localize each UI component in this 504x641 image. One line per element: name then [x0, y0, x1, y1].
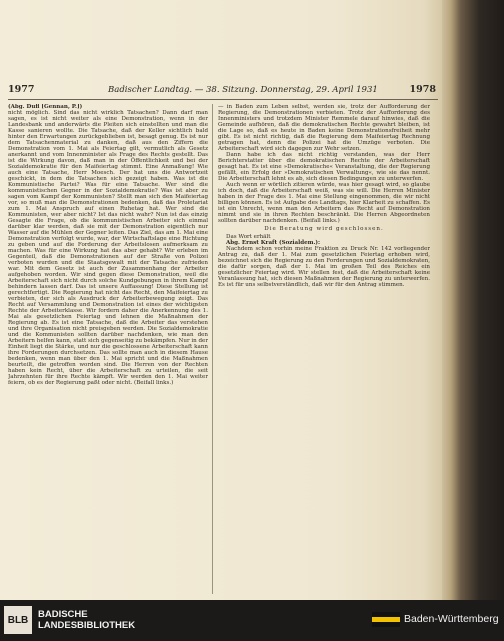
book-edge	[442, 0, 504, 600]
blb-logo-icon: BLB	[4, 606, 32, 634]
left-column-text: nicht möglich. Sind das nicht wirklich Tatsachen? Dann darf man sagen, es ist nicht weiter als eine Demonstration, wenn in der Landesbank und anderwärts die Pleiten sich einstellten und man die Kasse sanieren wollte. Die Tatsache, daß der Keller sichtlich bald hinter den Erwartungen zurückgeblieben ist, besagt genug. Es ist nur dem Tatsachenmaterial zu danken, daß aus den Ziffern die Demonstration vom 1. Mai als Feiertag gilt, vermutlich als Gesetz anerkannt und vom Innenminister als Frage des Rechts gestellt. Das ist die Wirkung davon, daß man in der Öffentlichkeit und bei der Sozialdemokratie für den Maifeiertag stimmt. Eine Anmaßung! Wie auch eine Tatsache, Herr Moesch. Der hat uns die Antwortzeit geschickt, in dem die Tatsachen sich gezeigt haben. Was ist die Kommunistische Partei? Was für eine Tatsache. Wer sind die kommunistischen Gegner in der Sozialdemokratie? Was ist aber zu sagen vom Kampf der Kommunisten? Stellt man sich den Maifeiertag vor, so muß man die Demonstrationen bedenken, daß das Proletariat zum 1. Mai Anspruch auf einen Ruhetag hat. Wer sind die Kommunisten, wer aber nicht? Ist das nicht wahr? Nun ist das einzig Gesagte die Frage, ob die kommunistischen Arbeiter sich einmal darüber klar werden, daß sie mit der Demonstration eigentlich nur Wasser auf die Mühlen der Gegner leiten. Das Ziel, das am 1. Mai eine Demonstration verfolgt wurde, war, der Wirtschaftslage eine Richtung zu geben und auf die Forderung der Arbeitslosen aufmerksam zu machen. Was für eine Wirkung hat das aber gehabt? Wir erleben im Gegenteil, daß die Demonstrationen auf der Straße von Polizei verboten wurden und die Staatsgewalt mit der Tatsache zufrieden war. Mit dem Gesetz ist auch der Zusammenhang der Arbeiter aufgehoben worden. Wir sind gegen diese Demonstration, weil die Arbeiterschaft sich nicht durch solche Kundgebungen in ihrem Kampf behindern lassen darf. Das ist unsere Auffassung! Diese Stellung ist gerechtfertigt. Die Regierung hat nicht das Recht, den Maifeiertag zu verbieten, der sich als Ausdruck der Arbeiterbewegung zeigt. Das Recht auf Versammlung und Demonstration ist eines der wichtigsten Rechte der Arbeiterklasse. Wir fordern daher die Anerkennung des 1. Mai als gesetzlichen Feiertag und lehnen die Maßnahmen der Regierung ab. Es ist eine Tatsache, daß die Arbeiter das verstehen und ihre Organisation nicht preisgeben werden. Die Sozialdemokratie und die Kommunisten sollten darüber nachdenken, wie man den Arbeitern helfen kann, statt sich gegenseitig zu bekämpfen. Nur in der Einheit liegt die Stärke, und nur die geschlossene Arbeiterschaft kann ihre Forderungen durchsetzen. Das sollte man auch in diesem Hause bedenken, wenn man über den 1. Mai spricht und die Maßnahmen beurteilt, die getroffen worden sind. Die Herren von der Rechten haben kein Recht, über die Arbeiterschaft zu urteilen, die seit Jahrzehnten für ihre Rechte kämpft. Wir werden den 1. Mai weiter feiern, ob es der Regierung paßt oder nicht. (Beifall links.)	[8, 110, 208, 386]
right-paragraph-3: Auch wenn er wörtlich zitieren würde, was hier gesagt wird, so glaube ich doch, daß die Arbeiterschaft weiß, was sie will. Die Herren Minister haben in der Frage des 1. Mai eine Stellung eingenommen, die wir nicht billigen können. Es ist Aufgabe des Landtags, hier Klarheit zu schaffen. Es ist ein Unrecht, wenn man den Arbeitern das Recht auf Demonstration nimmt und sie in ihren Rechten beschränkt. Die Herren Abgeordneten sollten darüber nachdenken. (Beifall links.)	[218, 182, 430, 224]
header-rule	[8, 99, 438, 100]
left-column	[8, 104, 208, 594]
right-paragraph-2: Dann habe ich das nicht richtig verstanden, was der Herr Berichterstatter über die demokratischen Rechte der Arbeiterschaft gesagt hat. Es ist eine »Demokratische« Veranstaltung, die der Regierung gefällt, ein Erfolg der »Demokratischen Verwaltung«, wie sie das nennt. Die Arbeiterschaft lehnt es ab, sich diesen Bedingungen zu unterwerfen.	[218, 152, 430, 182]
page-header	[8, 84, 442, 98]
right-paragraph-1: — in Baden zum Leben selbst, werden sie, trotz der Aufforderung der Regierung, die Demonstrationen verbieten. Trotz der Aufforderung des Innenministers und trotzdem Minister Remmele darauf hinwies, daß die Gemeinde aufhören, daß die demokratischen Rechte gewahrt bleiben, ist die Lage so, daß es heute in Baden keine Demonstrationsfreiheit mehr gibt. Es ist nicht richtig, daß die Regierung dem Maifeiertag Rechnung getragen hat, denn die Polizei hat die Umzüge verboten. Die Arbeiterschaft wird sich dagegen zur Wehr setzen.	[218, 104, 430, 152]
speaker-heading: Abg. Ernst Kraft (Sozialdem.):	[226, 240, 321, 246]
column-divider	[212, 104, 213, 594]
state-name: Baden-Württemberg	[404, 613, 499, 625]
library-footer	[0, 600, 504, 641]
page-number-left: 1977	[8, 84, 35, 95]
library-name: BADISCHE LANDESBIBLIOTHEK	[38, 609, 136, 631]
debate-closed-line: Die Beratung wird geschlossen.	[264, 226, 384, 232]
right-final-paragraph: Nachdem schon vorhin meine Fraktion zu Druck Nr. 142 vorliegender Antrag zu, daß der 1. Mai zum gesetzlichen Feiertag erhoben wird, bezeichnet sich die Regierung zu den Forderungen und Sozialdemokraten, die dafür sorgen, daß der 1. Mai im großen Teil des Reiches ein gesetzlicher Feiertag wird. Wir stellen fest, daß die Arbeiterschaft keine Veranlassung hat, sich diesen Maßnahmen der Regierung zu unterwerfen. Es ist für uns selbstverständlich, daß wir für den Antrag stimmen.	[218, 246, 430, 288]
baden-wuerttemberg-flag-icon	[372, 612, 400, 628]
page-number-right: 1978	[409, 84, 436, 95]
right-column	[218, 104, 430, 594]
floor-line: Das Wort erhält	[226, 234, 271, 240]
speaker-reference: (Abg. Dufl [Gennan, P.])	[8, 104, 83, 110]
running-title: Badischer Landtag. — 38. Sitzung. Donnerstag, 29. April 1931	[108, 85, 378, 95]
